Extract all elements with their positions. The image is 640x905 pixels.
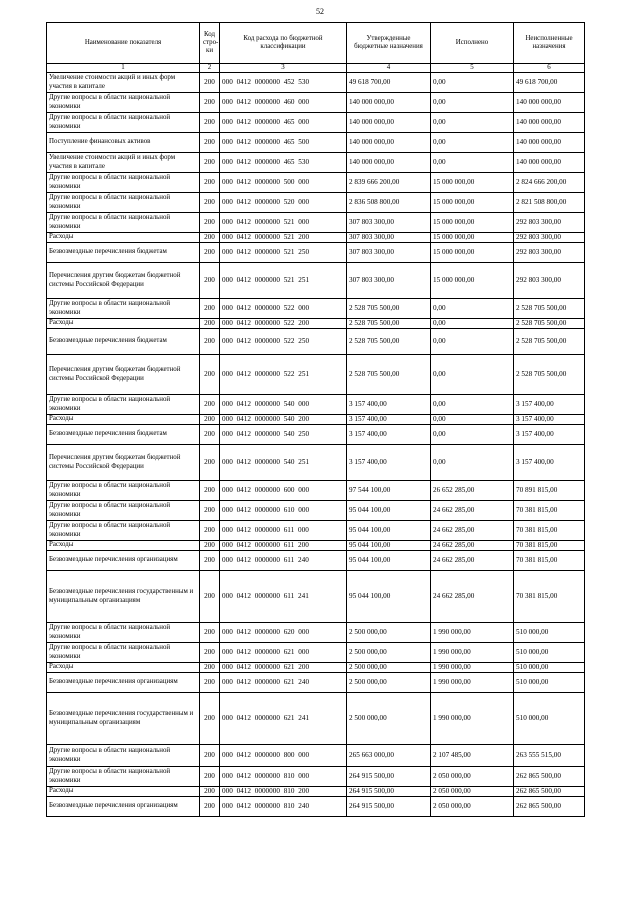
row-expense-code: 000 0412 0000000 540 000: [220, 395, 347, 415]
row-line-code: 200: [200, 233, 220, 243]
row-executed: 24 662 285,00: [431, 541, 514, 551]
row-remaining: 140 000 000,00: [514, 153, 585, 173]
row-expense-code: 000 0412 0000000 620 000: [220, 623, 347, 643]
row-expense-code: 000 0412 0000000 810 240: [220, 797, 347, 817]
row-name: Расходы: [47, 319, 200, 329]
row-remaining: 2 824 666 200,00: [514, 173, 585, 193]
row-name: Другие вопросы в области национальной экономики: [47, 213, 200, 233]
row-expense-code: 000 0412 0000000 611 240: [220, 551, 347, 571]
table-row: [47, 193, 585, 213]
row-name: Увеличение стоимости акций и иных форм участия в капитале: [47, 153, 200, 173]
row-line-code: 200: [200, 415, 220, 425]
row-remaining: 2 528 705 500,00: [514, 319, 585, 329]
row-line-code: 200: [200, 395, 220, 415]
table-row: [47, 521, 585, 541]
header-approved: Утвержденные бюджетные назначения: [347, 23, 431, 64]
row-expense-code: 000 0412 0000000 452 530: [220, 73, 347, 93]
row-name: Перечисления другим бюджетам бюджетной системы Российской Федерации: [47, 445, 200, 481]
row-approved: 2 836 508 800,00: [347, 193, 431, 213]
row-executed: 0,00: [431, 445, 514, 481]
row-remaining: 292 803 300,00: [514, 243, 585, 263]
row-line-code: 200: [200, 767, 220, 787]
row-line-code: 200: [200, 355, 220, 395]
row-approved: 49 618 700,00: [347, 73, 431, 93]
row-remaining: 510 000,00: [514, 673, 585, 693]
row-approved: 95 044 100,00: [347, 521, 431, 541]
row-line-code: 200: [200, 571, 220, 623]
row-line-code: 200: [200, 673, 220, 693]
row-executed: 15 000 000,00: [431, 193, 514, 213]
column-number: 4: [347, 64, 431, 73]
row-line-code: 200: [200, 153, 220, 173]
table-row: [47, 299, 585, 319]
row-executed: 15 000 000,00: [431, 243, 514, 263]
row-executed: 1 990 000,00: [431, 643, 514, 663]
row-expense-code: 000 0412 0000000 611 241: [220, 571, 347, 623]
row-executed: 24 662 285,00: [431, 501, 514, 521]
table-row: [47, 113, 585, 133]
table-row: [47, 501, 585, 521]
row-name: Увеличение стоимости акций и иных форм участия в капитале: [47, 73, 200, 93]
table-header-row: [47, 23, 585, 64]
row-remaining: 140 000 000,00: [514, 113, 585, 133]
row-name: Другие вопросы в области национальной экономики: [47, 643, 200, 663]
row-executed: 0,00: [431, 319, 514, 329]
table-row: [47, 133, 585, 153]
row-line-code: 200: [200, 623, 220, 643]
row-executed: 2 107 485,00: [431, 745, 514, 767]
row-expense-code: 000 0412 0000000 521 200: [220, 233, 347, 243]
column-number: 3: [220, 64, 347, 73]
table-row: [47, 481, 585, 501]
row-remaining: 292 803 300,00: [514, 263, 585, 299]
row-remaining: 2 528 705 500,00: [514, 329, 585, 355]
row-approved: 140 000 000,00: [347, 133, 431, 153]
row-approved: 3 157 400,00: [347, 395, 431, 415]
row-expense-code: 000 0412 0000000 540 200: [220, 415, 347, 425]
row-approved: 2 500 000,00: [347, 643, 431, 663]
row-remaining: 262 865 500,00: [514, 787, 585, 797]
row-name: Другие вопросы в области национальной экономики: [47, 193, 200, 213]
row-remaining: 510 000,00: [514, 693, 585, 745]
row-name: Другие вопросы в области национальной экономики: [47, 481, 200, 501]
row-remaining: 292 803 300,00: [514, 213, 585, 233]
page-number: 52: [316, 7, 324, 16]
row-remaining: 3 157 400,00: [514, 415, 585, 425]
row-expense-code: 000 0412 0000000 800 000: [220, 745, 347, 767]
table-row: [47, 319, 585, 329]
table-row: [47, 663, 585, 673]
row-name: Расходы: [47, 415, 200, 425]
row-approved: 265 663 000,00: [347, 745, 431, 767]
table-row: [47, 233, 585, 243]
table-row: [47, 693, 585, 745]
row-approved: 95 044 100,00: [347, 501, 431, 521]
row-expense-code: 000 0412 0000000 465 530: [220, 153, 347, 173]
table-row: [47, 153, 585, 173]
row-name: Безвозмездные перечисления государственным и муниципальным организациям: [47, 571, 200, 623]
table-row: [47, 173, 585, 193]
row-name: Безвозмездные перечисления бюджетам: [47, 329, 200, 355]
row-approved: 264 915 500,00: [347, 787, 431, 797]
row-name: Расходы: [47, 787, 200, 797]
row-name: Безвозмездные перечисления бюджетам: [47, 425, 200, 445]
row-remaining: 140 000 000,00: [514, 133, 585, 153]
row-executed: 2 050 000,00: [431, 787, 514, 797]
row-approved: 3 157 400,00: [347, 425, 431, 445]
row-executed: 1 990 000,00: [431, 673, 514, 693]
table-row: [47, 745, 585, 767]
table-row: [47, 767, 585, 787]
row-approved: 307 803 300,00: [347, 213, 431, 233]
row-name: Другие вопросы в области национальной экономики: [47, 745, 200, 767]
row-remaining: 70 381 815,00: [514, 521, 585, 541]
header-remaining: Неисполненные назначения: [514, 23, 585, 64]
row-remaining: 262 865 500,00: [514, 767, 585, 787]
table-row: [47, 93, 585, 113]
row-line-code: 200: [200, 133, 220, 153]
row-approved: 2 528 705 500,00: [347, 329, 431, 355]
row-executed: 0,00: [431, 395, 514, 415]
row-expense-code: 000 0412 0000000 611 200: [220, 541, 347, 551]
row-executed: 15 000 000,00: [431, 233, 514, 243]
row-expense-code: 000 0412 0000000 500 000: [220, 173, 347, 193]
row-name: Поступление финансовых активов: [47, 133, 200, 153]
row-line-code: 200: [200, 93, 220, 113]
table-row: [47, 787, 585, 797]
row-executed: 24 662 285,00: [431, 551, 514, 571]
column-number: 2: [200, 64, 220, 73]
table-row: [47, 73, 585, 93]
row-line-code: 200: [200, 173, 220, 193]
row-approved: 2 528 705 500,00: [347, 299, 431, 319]
header-executed: Исполнено: [431, 23, 514, 64]
table-row: [47, 541, 585, 551]
row-name: Другие вопросы в области национальной экономики: [47, 395, 200, 415]
row-line-code: 200: [200, 693, 220, 745]
row-executed: 0,00: [431, 415, 514, 425]
row-remaining: 70 381 815,00: [514, 541, 585, 551]
table-row: [47, 673, 585, 693]
row-executed: 24 662 285,00: [431, 571, 514, 623]
row-remaining: 70 891 815,00: [514, 481, 585, 501]
row-approved: 264 915 500,00: [347, 797, 431, 817]
row-expense-code: 000 0412 0000000 810 200: [220, 787, 347, 797]
row-executed: 15 000 000,00: [431, 173, 514, 193]
row-line-code: 200: [200, 787, 220, 797]
row-expense-code: 000 0412 0000000 522 200: [220, 319, 347, 329]
row-expense-code: 000 0412 0000000 621 000: [220, 643, 347, 663]
column-number: 1: [47, 64, 200, 73]
row-name: Безвозмездные перечисления организациям: [47, 673, 200, 693]
row-line-code: 200: [200, 663, 220, 673]
row-name: Безвозмездные перечисления организациям: [47, 551, 200, 571]
table-row: [47, 415, 585, 425]
row-approved: 264 915 500,00: [347, 767, 431, 787]
row-line-code: 200: [200, 213, 220, 233]
table-row: [47, 445, 585, 481]
row-remaining: 263 555 515,00: [514, 745, 585, 767]
row-name: Перечисления другим бюджетам бюджетной системы Российской Федерации: [47, 355, 200, 395]
row-remaining: 510 000,00: [514, 623, 585, 643]
row-remaining: 262 865 500,00: [514, 797, 585, 817]
column-number: 6: [514, 64, 585, 73]
row-expense-code: 000 0412 0000000 600 000: [220, 481, 347, 501]
row-executed: 0,00: [431, 153, 514, 173]
row-approved: 2 500 000,00: [347, 693, 431, 745]
table-row: [47, 425, 585, 445]
row-remaining: 510 000,00: [514, 643, 585, 663]
row-executed: 0,00: [431, 133, 514, 153]
row-line-code: 200: [200, 73, 220, 93]
row-remaining: 2 528 705 500,00: [514, 355, 585, 395]
row-remaining: 3 157 400,00: [514, 395, 585, 415]
row-expense-code: 000 0412 0000000 810 000: [220, 767, 347, 787]
row-executed: 0,00: [431, 425, 514, 445]
row-name: Другие вопросы в области национальной экономики: [47, 299, 200, 319]
row-name: Другие вопросы в области национальной экономики: [47, 113, 200, 133]
row-approved: 2 500 000,00: [347, 673, 431, 693]
row-executed: 26 652 285,00: [431, 481, 514, 501]
row-expense-code: 000 0412 0000000 465 000: [220, 113, 347, 133]
row-expense-code: 000 0412 0000000 465 500: [220, 133, 347, 153]
row-name: Другие вопросы в области национальной экономики: [47, 501, 200, 521]
header-expense-code: Код расхода по бюджетной классификации: [220, 23, 347, 64]
row-executed: 1 990 000,00: [431, 693, 514, 745]
table-row: [47, 329, 585, 355]
row-expense-code: 000 0412 0000000 540 250: [220, 425, 347, 445]
row-executed: 0,00: [431, 73, 514, 93]
row-line-code: 200: [200, 113, 220, 133]
row-executed: 2 050 000,00: [431, 767, 514, 787]
row-name: Другие вопросы в области национальной экономики: [47, 173, 200, 193]
row-executed: 15 000 000,00: [431, 213, 514, 233]
row-expense-code: 000 0412 0000000 521 250: [220, 243, 347, 263]
row-line-code: 200: [200, 425, 220, 445]
row-approved: 307 803 300,00: [347, 263, 431, 299]
row-approved: 140 000 000,00: [347, 113, 431, 133]
row-approved: 95 044 100,00: [347, 541, 431, 551]
row-approved: 95 044 100,00: [347, 551, 431, 571]
table-row: [47, 571, 585, 623]
row-approved: 140 000 000,00: [347, 153, 431, 173]
row-executed: 0,00: [431, 355, 514, 395]
row-executed: 2 050 000,00: [431, 797, 514, 817]
table-row: [47, 643, 585, 663]
row-expense-code: 000 0412 0000000 521 251: [220, 263, 347, 299]
row-remaining: 70 381 815,00: [514, 571, 585, 623]
row-expense-code: 000 0412 0000000 521 000: [220, 213, 347, 233]
table-row: [47, 263, 585, 299]
column-number: 5: [431, 64, 514, 73]
row-expense-code: 000 0412 0000000 522 000: [220, 299, 347, 319]
row-name: Расходы: [47, 233, 200, 243]
row-expense-code: 000 0412 0000000 460 000: [220, 93, 347, 113]
row-line-code: 200: [200, 797, 220, 817]
row-executed: 0,00: [431, 299, 514, 319]
row-executed: 0,00: [431, 329, 514, 355]
row-expense-code: 000 0412 0000000 621 240: [220, 673, 347, 693]
row-line-code: 200: [200, 319, 220, 329]
row-approved: 2 500 000,00: [347, 623, 431, 643]
row-approved: 95 044 100,00: [347, 571, 431, 623]
row-expense-code: 000 0412 0000000 610 000: [220, 501, 347, 521]
row-remaining: 2 528 705 500,00: [514, 299, 585, 319]
row-expense-code: 000 0412 0000000 540 251: [220, 445, 347, 481]
row-approved: 2 500 000,00: [347, 663, 431, 673]
row-line-code: 200: [200, 521, 220, 541]
row-line-code: 200: [200, 481, 220, 501]
row-line-code: 200: [200, 541, 220, 551]
header-indicator-name: Наименование показателя: [47, 23, 200, 64]
row-name: Другие вопросы в области национальной экономики: [47, 93, 200, 113]
row-approved: 97 544 100,00: [347, 481, 431, 501]
table-row: [47, 395, 585, 415]
table-row: [47, 213, 585, 233]
row-line-code: 200: [200, 551, 220, 571]
header-line-code: Код стро-ки: [200, 23, 220, 64]
row-line-code: 200: [200, 445, 220, 481]
row-name: Другие вопросы в области национальной экономики: [47, 767, 200, 787]
row-name: Расходы: [47, 541, 200, 551]
row-name: Безвозмездные перечисления государственным и муниципальным организациям: [47, 693, 200, 745]
row-line-code: 200: [200, 243, 220, 263]
row-executed: 0,00: [431, 93, 514, 113]
row-approved: 2 528 705 500,00: [347, 319, 431, 329]
row-expense-code: 000 0412 0000000 611 000: [220, 521, 347, 541]
row-name: Безвозмездные перечисления бюджетам: [47, 243, 200, 263]
row-remaining: 292 803 300,00: [514, 233, 585, 243]
row-expense-code: 000 0412 0000000 621 200: [220, 663, 347, 673]
table-row: [47, 355, 585, 395]
row-line-code: 200: [200, 643, 220, 663]
row-line-code: 200: [200, 193, 220, 213]
row-approved: 3 157 400,00: [347, 415, 431, 425]
row-expense-code: 000 0412 0000000 522 250: [220, 329, 347, 355]
row-remaining: 510 000,00: [514, 663, 585, 673]
row-approved: 3 157 400,00: [347, 445, 431, 481]
row-approved: 2 528 705 500,00: [347, 355, 431, 395]
row-approved: 140 000 000,00: [347, 93, 431, 113]
row-remaining: 49 618 700,00: [514, 73, 585, 93]
row-line-code: 200: [200, 501, 220, 521]
row-remaining: 2 821 508 800,00: [514, 193, 585, 213]
row-line-code: 200: [200, 263, 220, 299]
column-number-row: [47, 64, 585, 73]
row-remaining: 70 381 815,00: [514, 551, 585, 571]
table-row: [47, 797, 585, 817]
row-name: Безвозмездные перечисления организациям: [47, 797, 200, 817]
row-approved: 307 803 300,00: [347, 243, 431, 263]
row-executed: 15 000 000,00: [431, 263, 514, 299]
table-row: [47, 551, 585, 571]
row-line-code: 200: [200, 329, 220, 355]
row-remaining: 3 157 400,00: [514, 425, 585, 445]
row-expense-code: 000 0412 0000000 520 000: [220, 193, 347, 213]
row-executed: 1 990 000,00: [431, 663, 514, 673]
row-remaining: 140 000 000,00: [514, 93, 585, 113]
row-line-code: 200: [200, 299, 220, 319]
table-row: [47, 243, 585, 263]
row-name: Другие вопросы в области национальной экономики: [47, 623, 200, 643]
row-name: Перечисления другим бюджетам бюджетной системы Российской Федерации: [47, 263, 200, 299]
row-name: Расходы: [47, 663, 200, 673]
row-approved: 307 803 300,00: [347, 233, 431, 243]
row-line-code: 200: [200, 745, 220, 767]
row-expense-code: 000 0412 0000000 522 251: [220, 355, 347, 395]
row-executed: 1 990 000,00: [431, 623, 514, 643]
row-remaining: 3 157 400,00: [514, 445, 585, 481]
row-remaining: 70 381 815,00: [514, 501, 585, 521]
row-executed: 24 662 285,00: [431, 521, 514, 541]
row-executed: 0,00: [431, 113, 514, 133]
table-row: [47, 623, 585, 643]
row-expense-code: 000 0412 0000000 621 241: [220, 693, 347, 745]
row-name: Другие вопросы в области национальной экономики: [47, 521, 200, 541]
budget-execution-table: [46, 22, 585, 817]
row-approved: 2 839 666 200,00: [347, 173, 431, 193]
